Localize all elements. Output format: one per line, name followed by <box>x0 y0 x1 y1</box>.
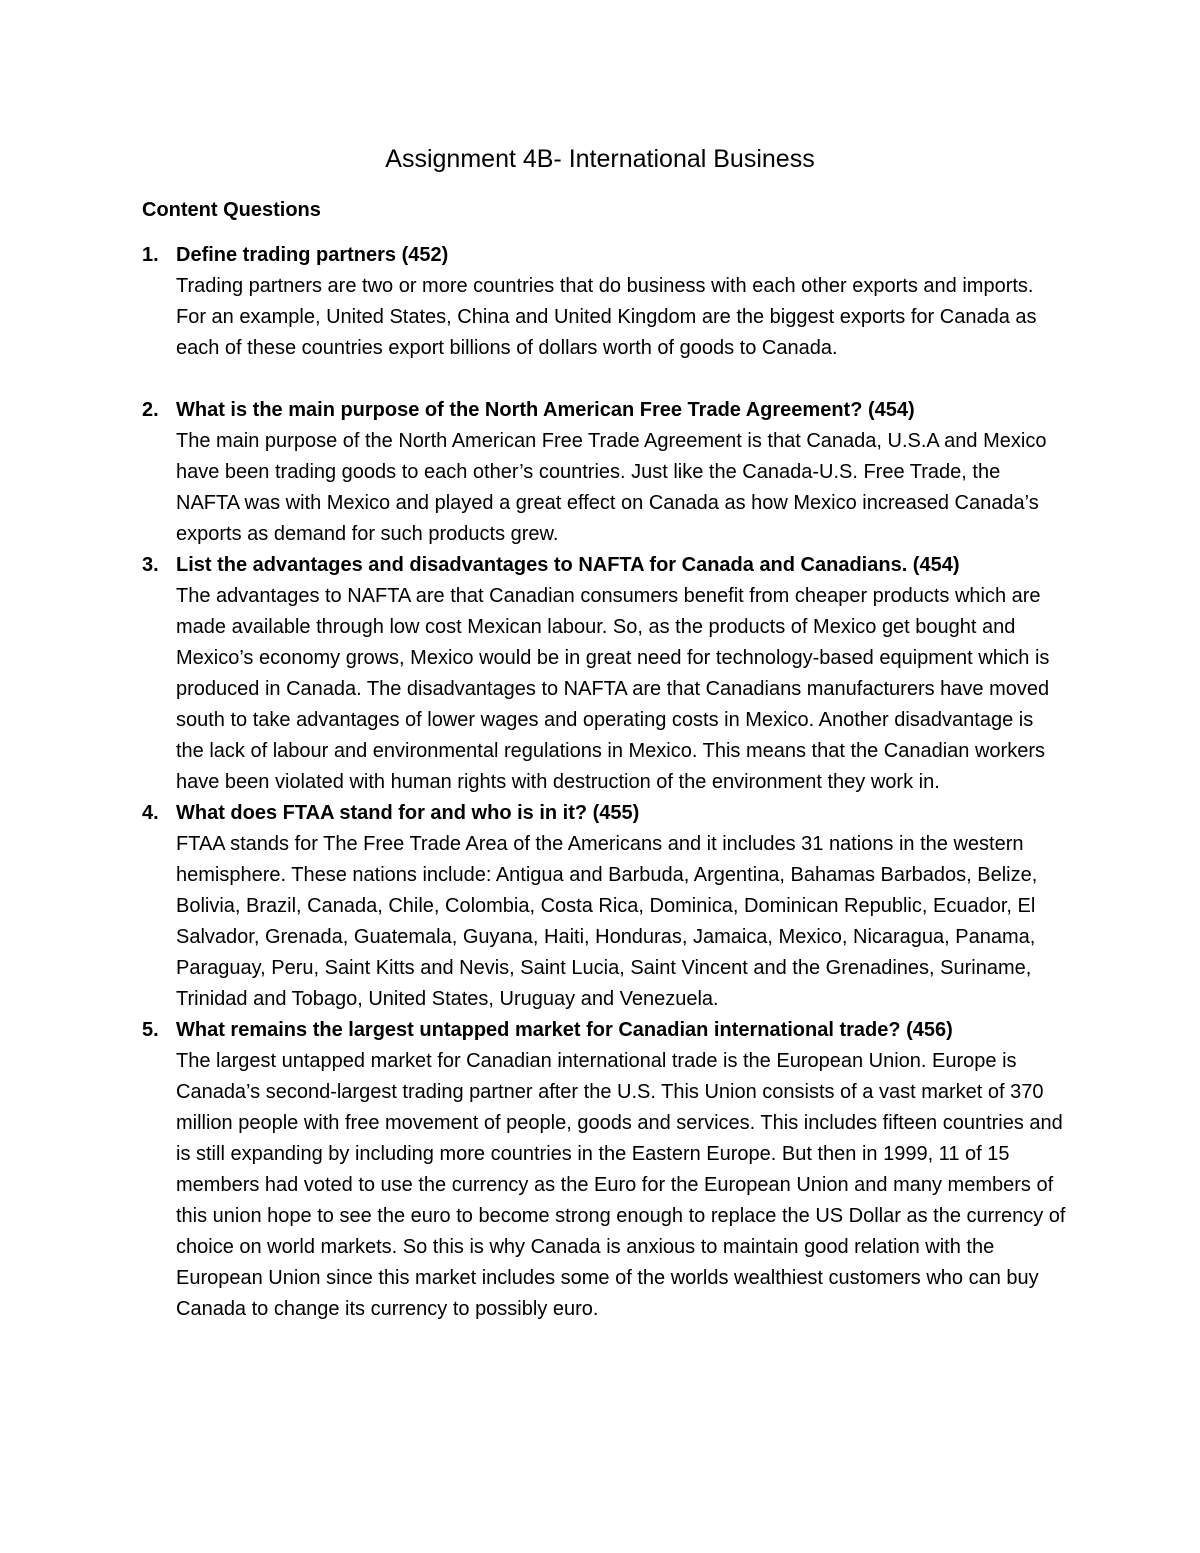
answer-text: The largest untapped market for Canadian international trade is the European Union. Europe is Canada’s second-largest trading partner after the U.S. This Union consists of a vast market of 370 million people with free movement of people, goods and services. This includes fifteen countries and is still expanding by including more countries in the Eastern Europe. But then in 1999, 11 of 15 members had voted to use the currency as the Euro for the European Union and many members of this union hope to see the euro to become strong enough to replace the US Dollar as the currency of choice on world markets. So this is why Canada is anxious to maintain good relation with the European Union since this market includes some of the worlds wealthiest customers who can buy Canada to change its currency to possibly euro. <box>176 1050 1066 1320</box>
question-number: 1. <box>142 244 159 266</box>
question-number: 4. <box>142 802 159 824</box>
question-item-1 <box>0 240 1200 364</box>
question-text: What does FTAA stand for and who is in it? (455) <box>176 802 640 824</box>
question-number: 2. <box>142 399 159 421</box>
document-title: Assignment 4B- International Business <box>385 145 815 173</box>
question-item-2 <box>0 395 1200 550</box>
question-number: 3. <box>142 554 159 576</box>
question-number: 5. <box>142 1019 159 1041</box>
question-text: List the advantages and disadvantages to NAFTA for Canada and Canadians. (454) <box>176 554 960 576</box>
section-heading: Content Questions <box>142 199 321 221</box>
answer-text: Trading partners are two or more countries that do business with each other exports and imports. For an example, United States, China and United Kingdom are the biggest exports for Canada as each of these countries export billions of dollars worth of goods to Canada. <box>176 275 1037 359</box>
question-text: What is the main purpose of the North American Free Trade Agreement? (454) <box>176 399 915 421</box>
question-text: Define trading partners (452) <box>176 244 449 266</box>
question-item-5 <box>0 1015 1200 1325</box>
answer-text: The main purpose of the North American Free Trade Agreement is that Canada, U.S.A and Mexico have been trading goods to each other’s countries. Just like the Canada-U.S. Free Trade, the NAFTA was with Mexico and played a great effect on Canada as how Mexico increased Canada’s exports as demand for such products grew. <box>176 430 1047 545</box>
question-text: What remains the largest untapped market for Canadian international trade? (456) <box>176 1019 953 1041</box>
question-item-3 <box>0 550 1200 798</box>
answer-text: The advantages to NAFTA are that Canadian consumers benefit from cheaper products which are made available through low cost Mexican labour. So, as the products of Mexico get bought and Mexico’s economy grows, Mexico would be in great need for technology-based equipment which is produced in Canada. The disadvantages to NAFTA are that Canadians manufacturers have moved south to take advantages of lower wages and operating costs in Mexico. Another disadvantage is the lack of labour and environmental regulations in Mexico. This means that the Canadian workers have been violated with human rights with destruction of the environment they work in. <box>176 585 1050 793</box>
question-item-4 <box>0 798 1200 1015</box>
answer-text: FTAA stands for The Free Trade Area of the Americans and it includes 31 nations in the western hemisphere. These nations include: Antigua and Barbuda, Argentina, Bahamas Barbados, Belize, Bolivia, Brazil, Canada, Chile, Colombia, Costa Rica, Dominica, Dominican Republic, Ecuador, El Salvador, Grenada, Guatemala, Guyana, Haiti, Honduras, Jamaica, Mexico, Nicaragua, Panama, Paraguay, Peru, Saint Kitts and Nevis, Saint Lucia, Saint Vincent and the Grenadines, Suriname, Trinidad and Tobago, United States, Uruguay and Venezuela. <box>176 833 1038 1010</box>
question-list <box>0 240 1200 1325</box>
